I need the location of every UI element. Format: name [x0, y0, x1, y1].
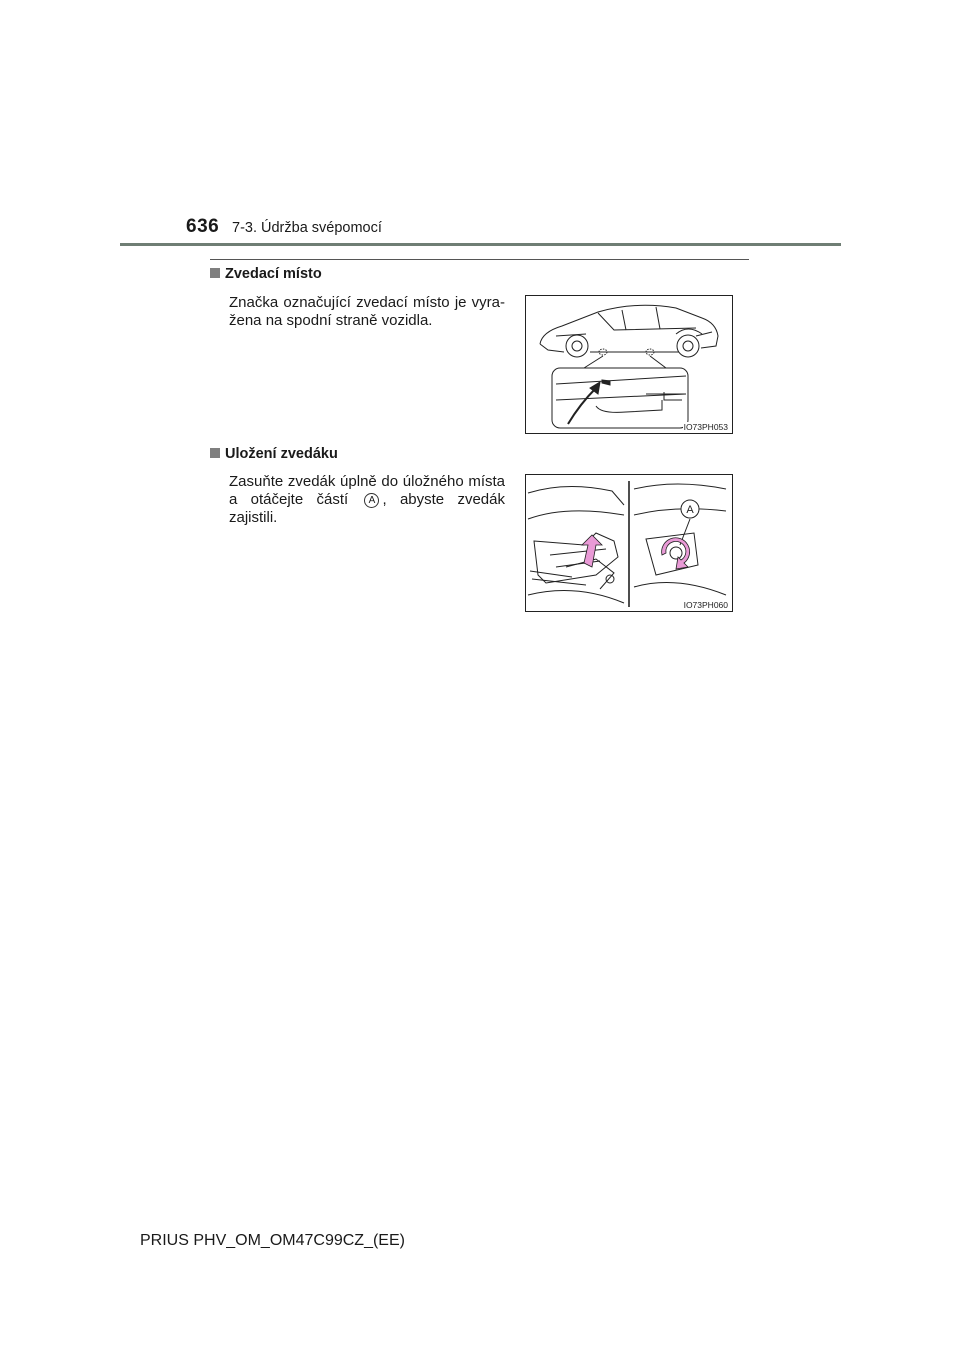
jack-storage-text-end: , abyste zvedák zajistili.: [229, 491, 505, 526]
jack-storage-text-start: Zasuňte zvedák úplně do úložného místa a otáčejte částí: [229, 473, 505, 508]
subheading-text: Uložení zvedáku: [225, 446, 338, 462]
callout-a-label: A: [686, 504, 694, 516]
subheading-jacking-point: [210, 266, 322, 282]
jacking-point-text: Značka označující zvedací místo je vyra-žena na spodní straně vozidla.: [229, 294, 505, 329]
car-jacking-point-illustration: [526, 296, 732, 433]
figure-code: IO73PH053: [683, 422, 728, 432]
square-bullet-icon: [210, 268, 220, 278]
figure-code: IO73PH060: [683, 600, 728, 610]
jack-storage-text: [229, 473, 505, 527]
jack-storage-illustration: [526, 475, 732, 611]
section-title: 7-3. Údržba svépomocí: [232, 220, 382, 236]
subheading-text: Zvedací místo: [225, 266, 322, 282]
divider: [210, 259, 749, 260]
figure-jack-storage: [525, 474, 733, 612]
marker-a-icon: A: [364, 493, 379, 508]
square-bullet-icon: [210, 448, 220, 458]
figure-jacking-point: [525, 295, 733, 434]
footer-doc-code: PRIUS PHV_OM_OM47C99CZ_(EE): [140, 1232, 405, 1249]
page-number: 636: [186, 216, 220, 237]
subheading-jack-storage: [210, 446, 338, 462]
header-rule: [120, 243, 841, 246]
